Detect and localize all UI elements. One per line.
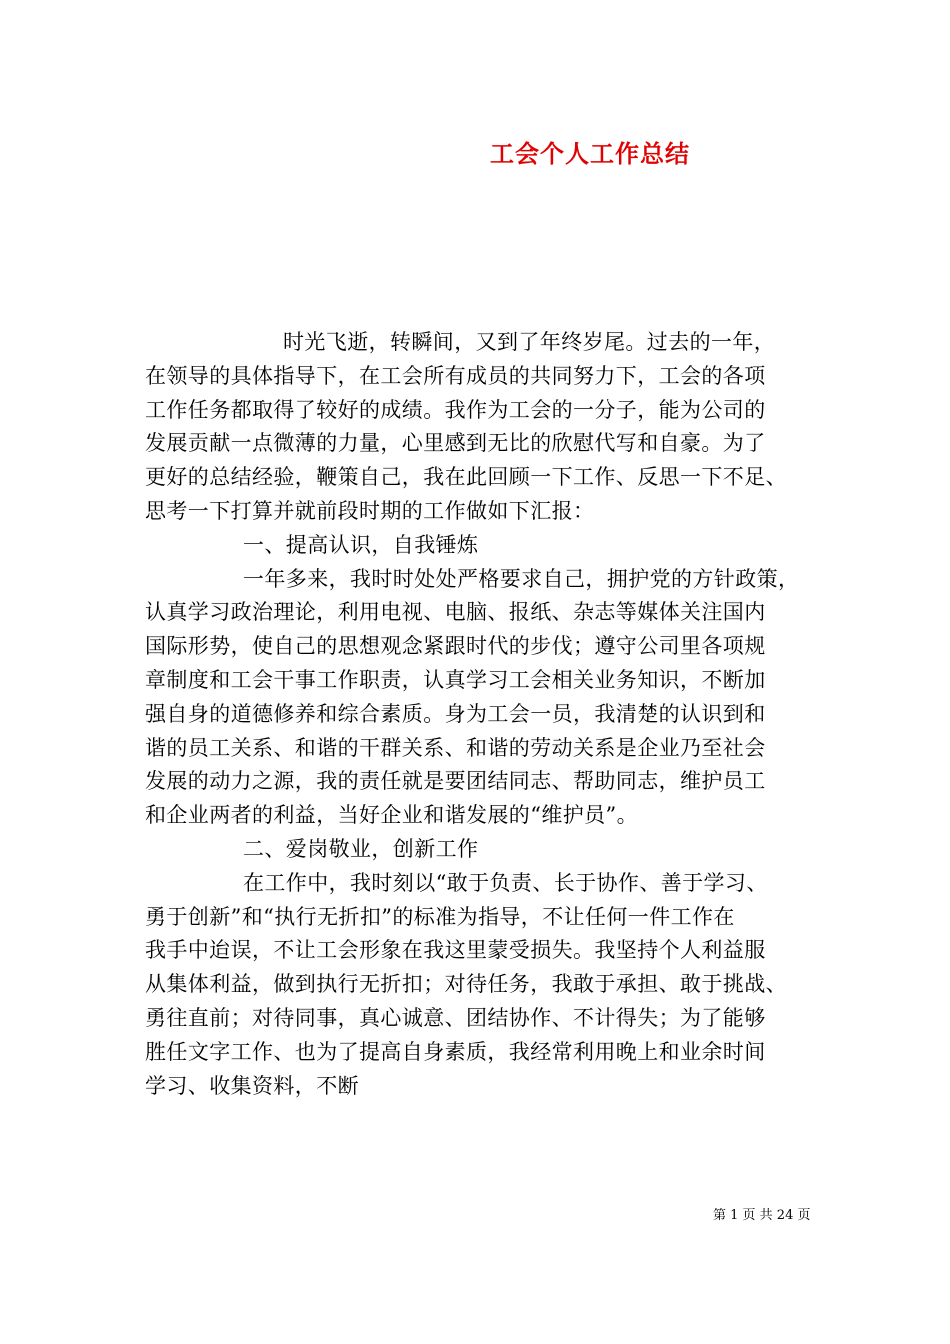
paragraph-line: 发展的动力之源，我的责任就是要团结同志、帮助同志，维护员工 [145, 769, 766, 794]
paragraph-line: 时光飞逝，转瞬间，又到了年终岁尾。过去的一年， [283, 330, 776, 354]
document-body [145, 326, 825, 1103]
paragraph-line: 章制度和工会干事工作职责，认真学习工会相关业务知识，不断加 [145, 667, 766, 692]
paragraph-line: 国际形势，使自己的思想观念紧跟时代的步伐；遵守公司里各项规 [145, 634, 766, 659]
paragraph-line: 一年多来，我时时处处严格要求自己，拥护党的方针政策， [243, 566, 800, 591]
paragraph-line: 思考一下打算并就前段时期的工作做如下汇报： [145, 498, 595, 523]
paragraph-line: 工作任务都取得了较好的成绩。我作为工会的一分子，能为公司的 [145, 397, 766, 422]
section-heading: 二、爱岗敬业，创新工作 [243, 836, 479, 861]
page-number-footer: 第 1 页 共 24 页 [713, 1208, 811, 1223]
paragraph-line: 从集体利益，做到执行无折扣；对待任务，我敢于承担、敢于挑战、 [145, 972, 787, 997]
paragraph-line: 和企业两者的利益，当好企业和谐发展的“维护员”。 [145, 803, 639, 828]
paragraph-line: 胜任文字工作、也为了提高自身素质，我经常利用晚上和业余时间 [145, 1039, 766, 1064]
section-heading: 一、提高认识，自我锤炼 [243, 532, 479, 557]
paragraph-line: 勇于创新”和“执行无折扣”的标准为指导，不让任何一件工作在 [145, 904, 735, 929]
paragraph-line: 在领导的具体指导下，在工会所有成员的共同努力下，工会的各项 [145, 363, 766, 388]
paragraph-line: 在工作中，我时刻以“敢于负责、长于协作、善于学习、 [243, 870, 768, 895]
paragraph-line: 发展贡献一点微薄的力量，心里感到无比的欣慰代写和自豪。为了 [145, 431, 766, 456]
paragraph-line: 我手中迨误，不让工会形象在我这里蒙受损失。我坚持个人利益服 [145, 938, 766, 963]
paragraph-line: 强自身的道德修养和综合素质。身为工会一员，我清楚的认识到和 [145, 701, 766, 726]
paragraph-line: 勇往直前；对待同事，真心诚意、团结协作、不计得失；为了能够 [145, 1005, 766, 1030]
paragraph-line: 更好的总结经验，鞭策自己，我在此回顾一下工作、反思一下不足、 [145, 465, 787, 490]
document-title: 工会个人工作总结 [490, 139, 690, 168]
paragraph-line: 学习、收集资料，不断 [145, 1073, 359, 1098]
paragraph-line: 认真学习政治理论，利用电视、电脑、报纸、杂志等媒体关注国内 [145, 600, 766, 625]
paragraph-line: 谐的员工关系、和谐的干群关系、和谐的劳动关系是企业乃至社会 [145, 735, 766, 760]
